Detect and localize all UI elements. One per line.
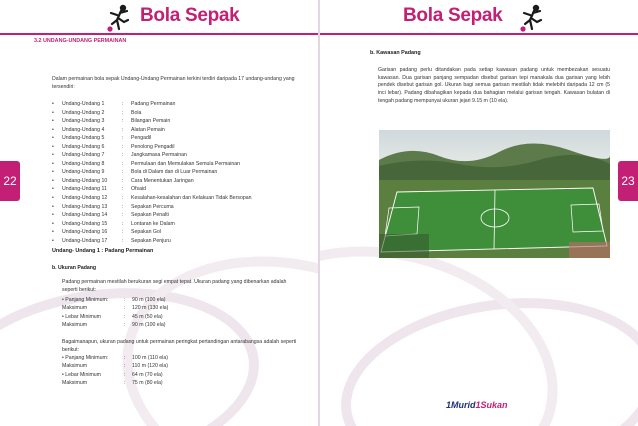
law-number: Undang-Undang 17 xyxy=(62,237,108,244)
law-name: Pengadil xyxy=(131,135,152,142)
separator: : xyxy=(124,355,126,361)
law-name: Bola xyxy=(131,109,142,116)
dimension-row xyxy=(62,362,168,370)
separator: : xyxy=(122,101,124,107)
dimension-value: 90 m (100 ela) xyxy=(132,297,166,303)
separator: : xyxy=(122,143,124,150)
dimension-value: 45 m (50 ela) xyxy=(132,313,163,320)
law-list-item xyxy=(52,177,252,186)
separator: : xyxy=(122,126,124,133)
law-name: Permulaan dan Memulakan Semula Permainan xyxy=(131,160,240,167)
law-list-item xyxy=(52,203,252,212)
header-rule xyxy=(320,33,638,35)
separator: : xyxy=(122,109,124,116)
law-list-item xyxy=(52,100,252,109)
law-name: Padang Permainan xyxy=(131,101,176,107)
law-number: Undang-Undang 9 xyxy=(62,169,105,176)
law-name: Sepakan Penjuru xyxy=(131,237,171,244)
law-name: Alatan Pemain xyxy=(131,126,165,133)
intro-paragraph: Dalam permainan bola sepak Undang-Undang Permainan terkini terdiri daripada 17 undang-undang yang tersendiri: xyxy=(52,76,295,90)
bullet: • xyxy=(52,203,54,210)
bullet: • xyxy=(52,109,54,116)
bullet: • xyxy=(52,126,54,133)
field-area-paragraph: Garisan padang perlu ditandakan pada setiap kawasan padang untuk membezakan sesuatu kawasan. Dua garisan panjang sempadan disebut garisan tepi manakala dua garisan yang lebih pendek disebut garisan gol. Ukuran bagi semua garisan mestilah tidak melebihi daripada 12 cm (5 inci lebar). Padang dibahagikan kepada dua bahagian melalui garisan tengah. Kawasan bulatan di tengah padang mempunyai ukuran jejari 9.15 m (10 ela). xyxy=(378,67,610,104)
law-list-item xyxy=(52,168,252,177)
law-name: Lontaran ke Dalam xyxy=(131,220,175,227)
law-list-item xyxy=(52,160,252,169)
law-list-item xyxy=(52,117,252,126)
dimension-value: 120 m (130 ela) xyxy=(132,305,169,312)
subsection-label: b. Kawasan Padang xyxy=(370,50,421,56)
law-number: Undang-Undang 12 xyxy=(62,195,108,202)
law-name: Cara Menentukan Jaringan xyxy=(131,177,194,184)
dimension-row xyxy=(62,354,168,362)
law-name: Bola di Dalam dan di Luar Permainan xyxy=(131,169,218,176)
dimension-row xyxy=(62,379,168,387)
law-number: Undang-Undang 16 xyxy=(62,229,108,236)
law-number: Undang-Undang 15 xyxy=(62,220,108,227)
footer-logo xyxy=(446,400,508,410)
dimension-label: • Panjang Minimum: xyxy=(62,297,109,303)
separator: : xyxy=(122,177,124,184)
law-name: Sepakan Percuma xyxy=(131,203,174,210)
dimension-row xyxy=(62,371,168,379)
bullet: • xyxy=(52,212,54,219)
separator: : xyxy=(122,195,124,202)
dimension-label: Maksimum xyxy=(62,379,88,386)
dimension-row xyxy=(62,304,168,312)
law-number: Undang-Undang 11 xyxy=(62,186,107,193)
separator: : xyxy=(122,237,124,244)
law-name: Sepakan Gol xyxy=(131,229,161,236)
law-list-item xyxy=(52,143,252,152)
bullet: • xyxy=(52,195,54,202)
separator: : xyxy=(122,186,124,193)
law-name: Ofsaid xyxy=(131,186,146,193)
law-number: Undang-Undang 3 xyxy=(62,118,105,125)
bullet: • xyxy=(52,169,54,176)
bullet: • xyxy=(52,152,54,159)
law-list-item xyxy=(52,134,252,143)
dimension-label: • Lebar Minimum xyxy=(62,371,102,378)
law-name: Penolong Pengadil xyxy=(131,143,175,150)
header-rule xyxy=(0,33,318,35)
left-page xyxy=(0,0,318,426)
football-player-icon xyxy=(104,3,134,33)
field-size-paragraph: Padang permainan mestilah berukuran segi empat tepat. Ukuran padang yang dibenarkan adalah seperti berikut: xyxy=(62,279,287,293)
law-list-item xyxy=(52,109,252,118)
page-number: 23 xyxy=(618,161,638,201)
football-field-photo xyxy=(379,130,610,258)
dimension-label: • Panjang Minimum: xyxy=(62,355,109,361)
bullet: • xyxy=(52,177,54,184)
dimension-value: 110 m (120 ela) xyxy=(132,363,168,370)
law-number: Undang-Undang 10 xyxy=(62,177,108,184)
book-title: Bola Sepak xyxy=(140,5,240,26)
dimension-value: 64 m (70 ela) xyxy=(132,371,163,378)
law-list-item xyxy=(52,194,252,203)
separator: : xyxy=(124,371,126,378)
law-number: Undang-Undang 5 xyxy=(62,135,105,142)
separator: : xyxy=(124,363,126,370)
bullet: • xyxy=(52,135,54,142)
law-list-item xyxy=(52,237,252,246)
separator: : xyxy=(122,169,124,176)
law-number: Undang-Undang 14 xyxy=(62,212,108,219)
separator: : xyxy=(122,135,124,142)
dimension-value: 100 m (110 ela) xyxy=(132,355,168,361)
international-dimensions-list xyxy=(62,354,168,387)
separator: : xyxy=(124,379,126,386)
law-number: Undang-Undang 1 xyxy=(62,101,105,107)
right-page xyxy=(320,0,638,426)
law-list-item xyxy=(52,185,252,194)
dimension-label: Maksimum xyxy=(62,321,88,328)
law-list-item xyxy=(52,211,252,220)
international-size-paragraph: Bagaimanapun, ukuran padang untuk permainan peringkat pertandingan antarabangsa adalah seperti berikut: xyxy=(62,339,297,353)
law-number: Undang-Undang 6 xyxy=(62,143,105,150)
book-title: Bola Sepak xyxy=(403,5,503,26)
bullet: • xyxy=(52,160,54,167)
law-name: Sepakan Penalti xyxy=(131,212,169,219)
separator: : xyxy=(124,321,126,328)
bullet: • xyxy=(52,143,54,150)
subsection-title: Undang- Undang 1 : Padang Permainan xyxy=(52,248,154,254)
law-list-item xyxy=(52,228,252,237)
football-player-icon xyxy=(517,3,547,33)
dimension-label: Maksimum xyxy=(62,305,88,312)
separator: : xyxy=(122,160,124,167)
law-number: Undang-Undang 4 xyxy=(62,126,105,133)
footer-logo-part1: 1Murid xyxy=(446,400,476,410)
bullet: • xyxy=(52,237,54,244)
field-dimensions-list xyxy=(62,296,168,329)
law-number: Undang-Undang 7 xyxy=(62,152,105,159)
separator: : xyxy=(122,118,124,125)
bullet: • xyxy=(52,118,54,125)
separator: : xyxy=(124,297,126,303)
dimension-label: • Lebar Minimum xyxy=(62,313,102,320)
law-number: Undang-Undang 13 xyxy=(62,203,108,210)
bullet: • xyxy=(52,220,54,227)
law-number: Undang-Undang 2 xyxy=(62,109,105,116)
dimension-label: Maksimum xyxy=(62,363,88,370)
dimension-row xyxy=(62,321,168,329)
law-list-item xyxy=(52,151,252,160)
law-name: Jangkamasa Permainan xyxy=(131,152,187,159)
bullet: • xyxy=(52,186,54,193)
footer-logo-part2: 1Sukan xyxy=(475,400,508,410)
separator: : xyxy=(122,152,124,159)
subsection-label: b. Ukuran Padang xyxy=(52,265,97,271)
separator: : xyxy=(122,229,124,236)
separator: : xyxy=(122,203,124,210)
law-number: Undang-Undang 8 xyxy=(62,160,105,167)
bullet: • xyxy=(52,101,54,107)
dimension-row xyxy=(62,313,168,321)
dimension-value: 75 m (80 ela) xyxy=(132,379,163,386)
separator: : xyxy=(124,305,126,312)
separator: : xyxy=(124,313,126,320)
laws-list xyxy=(52,100,252,245)
separator: : xyxy=(122,212,124,219)
law-name: Kesalahan-kesalahan dan Kelakuan Tidak Bersopan xyxy=(131,195,252,202)
law-list-item xyxy=(52,126,252,135)
law-name: Bilangan Pemain xyxy=(131,118,171,125)
dimension-row xyxy=(62,296,168,304)
page-number: 22 xyxy=(0,161,20,201)
section-heading: 3.2 UNDANG-UNDANG PERMAINAN xyxy=(34,38,127,44)
dimension-value: 90 m (100 ela) xyxy=(132,321,166,328)
law-list-item xyxy=(52,220,252,229)
bullet: • xyxy=(52,229,54,236)
separator: : xyxy=(122,220,124,227)
